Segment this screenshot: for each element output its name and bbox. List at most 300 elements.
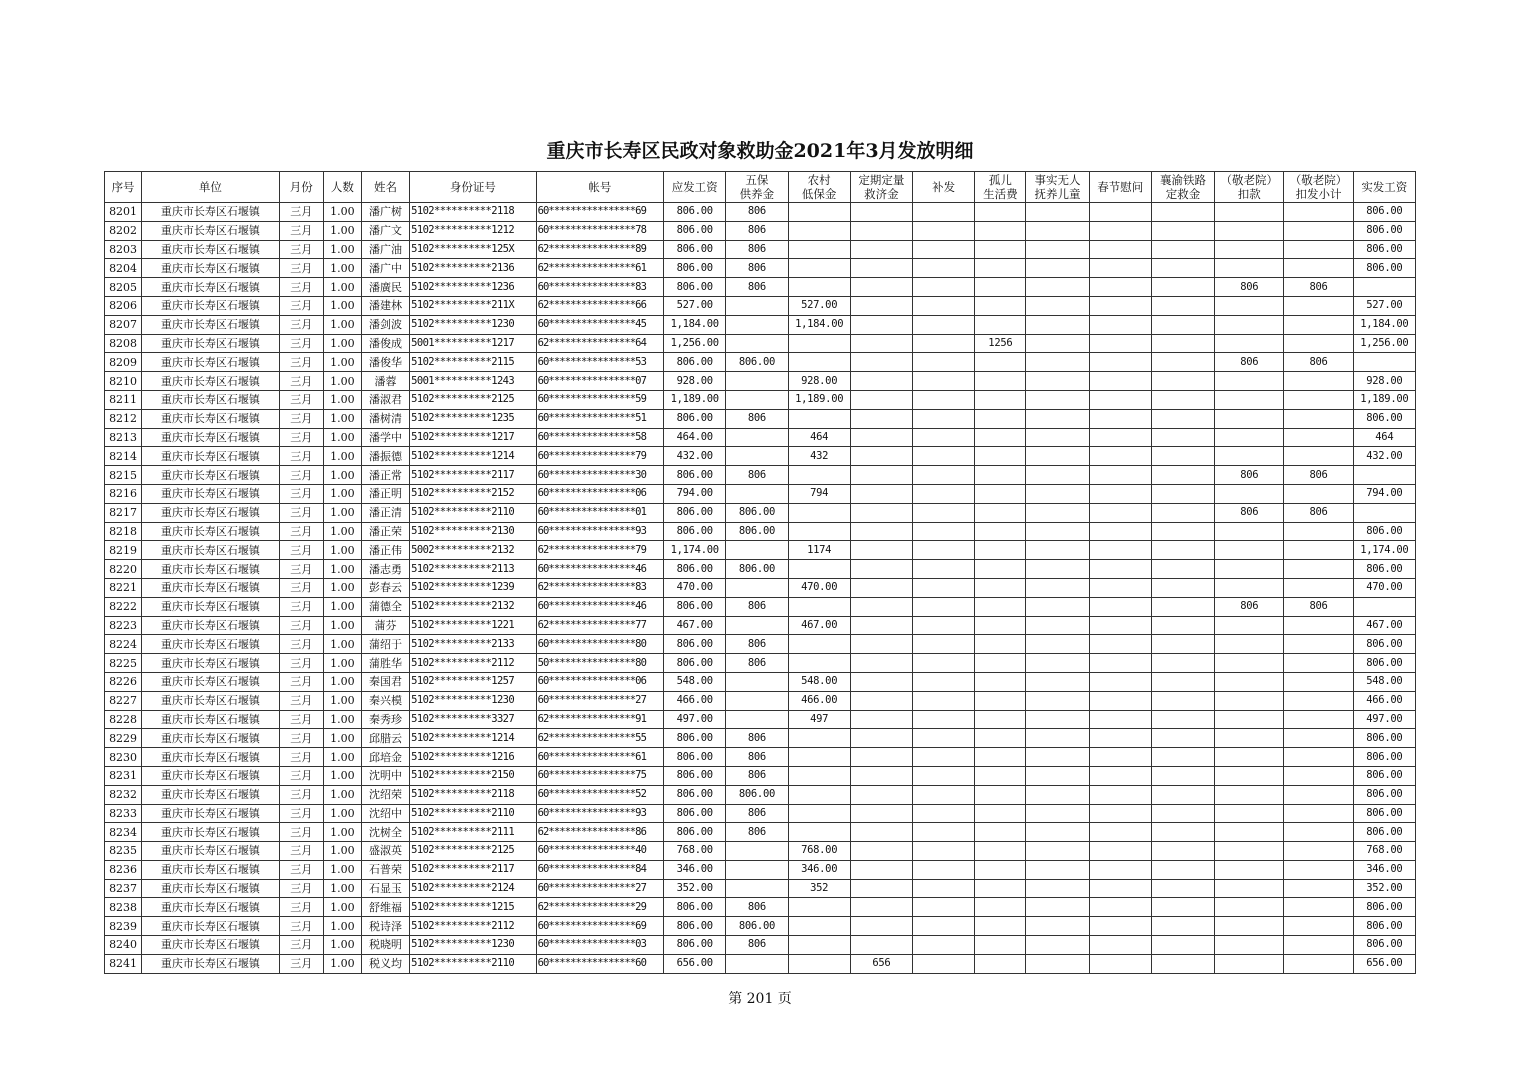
xiangyu-railway-relief-cell [1151, 654, 1214, 673]
xiangyu-railway-relief-cell [1151, 259, 1214, 278]
serial-no-cell: 8220 [105, 560, 142, 579]
headcount-cell: 1.00 [323, 710, 361, 729]
rural-subsistence-cell: 527.00 [788, 296, 850, 315]
name-cell: 石显玉 [361, 879, 409, 898]
net-pay-cell: 806.00 [1353, 654, 1415, 673]
name-cell: 潘剑波 [361, 315, 409, 334]
back-pay-cell [913, 691, 975, 710]
headcount-cell: 1.00 [323, 334, 361, 353]
net-pay-cell: 806.00 [1353, 823, 1415, 842]
name-cell: 秦兴模 [361, 691, 409, 710]
account-number-cell: 60****************69 [536, 203, 663, 222]
month-cell: 三月 [279, 221, 323, 240]
table-row [105, 616, 1416, 635]
name-cell: 潘学中 [361, 428, 409, 447]
unsupported-child-allowance-cell [1026, 578, 1089, 597]
rural-subsistence-cell [788, 240, 850, 259]
unsupported-child-allowance-cell [1026, 203, 1089, 222]
nursing-home-withheld-subtotal-cell [1284, 334, 1353, 353]
name-cell: 沈绍中 [361, 804, 409, 823]
id-number-cell: 5102**********1216 [410, 748, 536, 767]
serial-no-cell: 8224 [105, 635, 142, 654]
xiangyu-railway-relief-cell [1151, 466, 1214, 485]
spring-festival-condolence-cell [1089, 466, 1151, 485]
unsupported-child-allowance-cell [1026, 447, 1089, 466]
unit-cell: 重庆市长寿区石堰镇 [142, 296, 280, 315]
name-cell: 潘树清 [361, 409, 409, 428]
five-guarantee-support-cell: 806 [726, 635, 788, 654]
id-number-cell: 5102**********1239 [410, 578, 536, 597]
name-cell: 蒲芬 [361, 616, 409, 635]
headcount-cell: 1.00 [323, 296, 361, 315]
unsupported-child-allowance-cell [1026, 522, 1089, 541]
back-pay-cell [913, 879, 975, 898]
id-number-cell: 5102**********1212 [410, 221, 536, 240]
gross-pay-cell: 806.00 [664, 466, 726, 485]
spring-festival-condolence-cell [1089, 503, 1151, 522]
account-number-cell: 60****************01 [536, 503, 663, 522]
nursing-home-withheld-subtotal-cell: 806 [1284, 466, 1353, 485]
rural-subsistence-cell: 466.00 [788, 691, 850, 710]
nursing-home-deduction-cell [1215, 804, 1284, 823]
unsupported-child-allowance-cell [1026, 259, 1089, 278]
unit-cell: 重庆市长寿区石堰镇 [142, 278, 280, 297]
orphan-living-allowance-cell [975, 278, 1026, 297]
table-row [105, 466, 1416, 485]
month-cell: 三月 [279, 353, 323, 372]
nursing-home-withheld-subtotal-cell [1284, 541, 1353, 560]
account-number-cell: 62****************55 [536, 729, 663, 748]
xiangyu-railway-relief-cell [1151, 503, 1214, 522]
orphan-living-allowance-cell [975, 879, 1026, 898]
name-cell: 潘建林 [361, 296, 409, 315]
unsupported-child-allowance-cell [1026, 597, 1089, 616]
five-guarantee-support-cell [726, 842, 788, 861]
five-guarantee-support-cell: 806 [726, 748, 788, 767]
back-pay-cell [913, 635, 975, 654]
headcount-cell: 1.00 [323, 954, 361, 973]
serial-no-cell: 8235 [105, 842, 142, 861]
unsupported-child-allowance-cell [1026, 428, 1089, 447]
nursing-home-withheld-subtotal-cell [1284, 729, 1353, 748]
nursing-home-withheld-subtotal-cell [1284, 578, 1353, 597]
unit-cell: 重庆市长寿区石堰镇 [142, 860, 280, 879]
xiangyu-railway-relief-cell [1151, 541, 1214, 560]
headcount-cell: 1.00 [323, 203, 361, 222]
net-pay-cell: 806.00 [1353, 917, 1415, 936]
account-number-cell: 62****************29 [536, 898, 663, 917]
id-number-cell: 5102**********1230 [410, 691, 536, 710]
regular-relief-cell: 656 [850, 954, 912, 973]
account-number-cell: 60****************60 [536, 954, 663, 973]
rural-subsistence-cell [788, 278, 850, 297]
unit-cell: 重庆市长寿区石堰镇 [142, 334, 280, 353]
orphan-living-allowance-cell [975, 353, 1026, 372]
unsupported-child-allowance-cell [1026, 654, 1089, 673]
column-header: 人数 [323, 172, 361, 203]
unit-cell: 重庆市长寿区石堰镇 [142, 560, 280, 579]
serial-no-cell: 8231 [105, 766, 142, 785]
back-pay-cell [913, 842, 975, 861]
unit-cell: 重庆市长寿区石堰镇 [142, 936, 280, 955]
spring-festival-condolence-cell [1089, 823, 1151, 842]
back-pay-cell [913, 578, 975, 597]
spring-festival-condolence-cell [1089, 616, 1151, 635]
serial-no-cell: 8201 [105, 203, 142, 222]
id-number-cell: 5102**********1217 [410, 428, 536, 447]
name-cell: 彭春云 [361, 578, 409, 597]
table-row [105, 560, 1416, 579]
column-header: 孤儿 生活费 [975, 172, 1026, 203]
month-cell: 三月 [279, 748, 323, 767]
column-header: 姓名 [361, 172, 409, 203]
orphan-living-allowance-cell [975, 503, 1026, 522]
serial-no-cell: 8234 [105, 823, 142, 842]
net-pay-cell: 432.00 [1353, 447, 1415, 466]
rural-subsistence-cell [788, 466, 850, 485]
spring-festival-condolence-cell [1089, 748, 1151, 767]
gross-pay-cell: 806.00 [664, 597, 726, 616]
nursing-home-deduction-cell [1215, 729, 1284, 748]
orphan-living-allowance-cell [975, 522, 1026, 541]
month-cell: 三月 [279, 954, 323, 973]
account-number-cell: 60****************52 [536, 785, 663, 804]
table-body [105, 203, 1416, 974]
serial-no-cell: 8241 [105, 954, 142, 973]
relief-payment-table [104, 171, 1416, 974]
month-cell: 三月 [279, 503, 323, 522]
table-row [105, 428, 1416, 447]
headcount-cell: 1.00 [323, 447, 361, 466]
net-pay-cell: 806.00 [1353, 729, 1415, 748]
back-pay-cell [913, 334, 975, 353]
name-cell: 税义均 [361, 954, 409, 973]
nursing-home-withheld-subtotal-cell: 806 [1284, 353, 1353, 372]
orphan-living-allowance-cell [975, 710, 1026, 729]
nursing-home-deduction-cell [1215, 748, 1284, 767]
xiangyu-railway-relief-cell [1151, 203, 1214, 222]
serial-no-cell: 8215 [105, 466, 142, 485]
gross-pay-cell: 806.00 [664, 729, 726, 748]
gross-pay-cell: 806.00 [664, 278, 726, 297]
serial-no-cell: 8206 [105, 296, 142, 315]
nursing-home-withheld-subtotal-cell: 806 [1284, 278, 1353, 297]
orphan-living-allowance-cell [975, 296, 1026, 315]
rural-subsistence-cell: 352 [788, 879, 850, 898]
back-pay-cell [913, 484, 975, 503]
unit-cell: 重庆市长寿区石堰镇 [142, 578, 280, 597]
unit-cell: 重庆市长寿区石堰镇 [142, 710, 280, 729]
back-pay-cell [913, 428, 975, 447]
headcount-cell: 1.00 [323, 428, 361, 447]
nursing-home-withheld-subtotal-cell [1284, 672, 1353, 691]
account-number-cell: 60****************51 [536, 409, 663, 428]
id-number-cell: 5102**********2112 [410, 654, 536, 673]
headcount-cell: 1.00 [323, 879, 361, 898]
table-row [105, 672, 1416, 691]
unit-cell: 重庆市长寿区石堰镇 [142, 917, 280, 936]
five-guarantee-support-cell: 806 [726, 936, 788, 955]
five-guarantee-support-cell [726, 616, 788, 635]
spring-festival-condolence-cell [1089, 447, 1151, 466]
rural-subsistence-cell [788, 748, 850, 767]
nursing-home-withheld-subtotal-cell [1284, 785, 1353, 804]
five-guarantee-support-cell: 806 [726, 409, 788, 428]
account-number-cell: 60****************78 [536, 221, 663, 240]
headcount-cell: 1.00 [323, 240, 361, 259]
nursing-home-deduction-cell [1215, 936, 1284, 955]
orphan-living-allowance-cell [975, 447, 1026, 466]
table-row [105, 503, 1416, 522]
rural-subsistence-cell: 467.00 [788, 616, 850, 635]
back-pay-cell [913, 936, 975, 955]
five-guarantee-support-cell [726, 447, 788, 466]
headcount-cell: 1.00 [323, 353, 361, 372]
net-pay-cell: 806.00 [1353, 409, 1415, 428]
unsupported-child-allowance-cell [1026, 954, 1089, 973]
back-pay-cell [913, 522, 975, 541]
rural-subsistence-cell [788, 729, 850, 748]
rural-subsistence-cell [788, 259, 850, 278]
five-guarantee-support-cell: 806 [726, 466, 788, 485]
table-row [105, 522, 1416, 541]
rural-subsistence-cell: 470.00 [788, 578, 850, 597]
gross-pay-cell: 497.00 [664, 710, 726, 729]
headcount-cell: 1.00 [323, 259, 361, 278]
net-pay-cell: 497.00 [1353, 710, 1415, 729]
account-number-cell: 50****************80 [536, 654, 663, 673]
nursing-home-withheld-subtotal-cell [1284, 428, 1353, 447]
unit-cell: 重庆市长寿区石堰镇 [142, 259, 280, 278]
spring-festival-condolence-cell [1089, 597, 1151, 616]
regular-relief-cell [850, 315, 912, 334]
headcount-cell: 1.00 [323, 635, 361, 654]
five-guarantee-support-cell [726, 428, 788, 447]
xiangyu-railway-relief-cell [1151, 616, 1214, 635]
spring-festival-condolence-cell [1089, 691, 1151, 710]
table-row [105, 860, 1416, 879]
spring-festival-condolence-cell [1089, 635, 1151, 654]
regular-relief-cell [850, 597, 912, 616]
regular-relief-cell [850, 691, 912, 710]
gross-pay-cell: 346.00 [664, 860, 726, 879]
unsupported-child-allowance-cell [1026, 748, 1089, 767]
rural-subsistence-cell: 928.00 [788, 372, 850, 391]
account-number-cell: 62****************83 [536, 578, 663, 597]
orphan-living-allowance-cell [975, 240, 1026, 259]
id-number-cell: 5102**********2130 [410, 522, 536, 541]
gross-pay-cell: 806.00 [664, 766, 726, 785]
five-guarantee-support-cell [726, 691, 788, 710]
xiangyu-railway-relief-cell [1151, 221, 1214, 240]
column-header: （敬老院） 扣发小计 [1284, 172, 1353, 203]
unsupported-child-allowance-cell [1026, 390, 1089, 409]
spring-festival-condolence-cell [1089, 654, 1151, 673]
table-row [105, 334, 1416, 353]
nursing-home-deduction-cell [1215, 823, 1284, 842]
gross-pay-cell: 527.00 [664, 296, 726, 315]
account-number-cell: 60****************27 [536, 691, 663, 710]
gross-pay-cell: 768.00 [664, 842, 726, 861]
id-number-cell: 5102**********1214 [410, 447, 536, 466]
month-cell: 三月 [279, 278, 323, 297]
back-pay-cell [913, 353, 975, 372]
xiangyu-railway-relief-cell [1151, 315, 1214, 334]
serial-no-cell: 8221 [105, 578, 142, 597]
serial-no-cell: 8208 [105, 334, 142, 353]
column-header: 定期定量 救济金 [850, 172, 912, 203]
regular-relief-cell [850, 654, 912, 673]
regular-relief-cell [850, 259, 912, 278]
five-guarantee-support-cell: 806.00 [726, 522, 788, 541]
serial-no-cell: 8218 [105, 522, 142, 541]
nursing-home-withheld-subtotal-cell [1284, 522, 1353, 541]
table-row [105, 654, 1416, 673]
table-row [105, 296, 1416, 315]
id-number-cell: 5102**********2110 [410, 503, 536, 522]
nursing-home-withheld-subtotal-cell [1284, 954, 1353, 973]
month-cell: 三月 [279, 635, 323, 654]
headcount-cell: 1.00 [323, 729, 361, 748]
nursing-home-withheld-subtotal-cell [1284, 409, 1353, 428]
headcount-cell: 1.00 [323, 766, 361, 785]
id-number-cell: 5102**********2110 [410, 954, 536, 973]
unsupported-child-allowance-cell [1026, 221, 1089, 240]
rural-subsistence-cell [788, 654, 850, 673]
nursing-home-withheld-subtotal-cell [1284, 221, 1353, 240]
account-number-cell: 60****************03 [536, 936, 663, 955]
account-number-cell: 60****************80 [536, 635, 663, 654]
gross-pay-cell: 806.00 [664, 785, 726, 804]
headcount-cell: 1.00 [323, 597, 361, 616]
table-row [105, 315, 1416, 334]
account-number-cell: 62****************61 [536, 259, 663, 278]
table-row [105, 879, 1416, 898]
account-number-cell: 60****************40 [536, 842, 663, 861]
xiangyu-railway-relief-cell [1151, 691, 1214, 710]
five-guarantee-support-cell: 806.00 [726, 503, 788, 522]
id-number-cell: 5102**********2125 [410, 842, 536, 861]
rural-subsistence-cell: 497 [788, 710, 850, 729]
column-header: 襄渝铁路 定救金 [1151, 172, 1214, 203]
account-number-cell: 60****************46 [536, 560, 663, 579]
regular-relief-cell [850, 353, 912, 372]
id-number-cell: 5102**********211X [410, 296, 536, 315]
account-number-cell: 60****************53 [536, 353, 663, 372]
unit-cell: 重庆市长寿区石堰镇 [142, 484, 280, 503]
five-guarantee-support-cell [726, 334, 788, 353]
regular-relief-cell [850, 409, 912, 428]
nursing-home-deduction-cell [1215, 428, 1284, 447]
net-pay-cell: 466.00 [1353, 691, 1415, 710]
month-cell: 三月 [279, 823, 323, 842]
rural-subsistence-cell [788, 936, 850, 955]
net-pay-cell: 806.00 [1353, 936, 1415, 955]
orphan-living-allowance-cell [975, 842, 1026, 861]
xiangyu-railway-relief-cell [1151, 278, 1214, 297]
gross-pay-cell: 806.00 [664, 353, 726, 372]
account-number-cell: 60****************07 [536, 372, 663, 391]
back-pay-cell [913, 278, 975, 297]
regular-relief-cell [850, 748, 912, 767]
five-guarantee-support-cell: 806.00 [726, 785, 788, 804]
regular-relief-cell [850, 616, 912, 635]
serial-no-cell: 8236 [105, 860, 142, 879]
xiangyu-railway-relief-cell [1151, 954, 1214, 973]
serial-no-cell: 8225 [105, 654, 142, 673]
net-pay-cell: 806.00 [1353, 560, 1415, 579]
five-guarantee-support-cell: 806 [726, 804, 788, 823]
regular-relief-cell [850, 898, 912, 917]
net-pay-cell: 464 [1353, 428, 1415, 447]
headcount-cell: 1.00 [323, 560, 361, 579]
rural-subsistence-cell: 1,189.00 [788, 390, 850, 409]
account-number-cell: 60****************75 [536, 766, 663, 785]
rural-subsistence-cell: 768.00 [788, 842, 850, 861]
unit-cell: 重庆市长寿区石堰镇 [142, 315, 280, 334]
back-pay-cell [913, 409, 975, 428]
unit-cell: 重庆市长寿区石堰镇 [142, 597, 280, 616]
gross-pay-cell: 1,174.00 [664, 541, 726, 560]
month-cell: 三月 [279, 296, 323, 315]
nursing-home-withheld-subtotal-cell [1284, 879, 1353, 898]
net-pay-cell [1353, 278, 1415, 297]
column-header: 事实无人 抚养儿童 [1026, 172, 1089, 203]
nursing-home-withheld-subtotal-cell [1284, 917, 1353, 936]
serial-no-cell: 8203 [105, 240, 142, 259]
net-pay-cell: 768.00 [1353, 842, 1415, 861]
account-number-cell: 60****************06 [536, 672, 663, 691]
rural-subsistence-cell [788, 522, 850, 541]
spring-festival-condolence-cell [1089, 334, 1151, 353]
table-row [105, 240, 1416, 259]
xiangyu-railway-relief-cell [1151, 240, 1214, 259]
spring-festival-condolence-cell [1089, 522, 1151, 541]
name-cell: 潘俊成 [361, 334, 409, 353]
five-guarantee-support-cell: 806 [726, 240, 788, 259]
net-pay-cell: 806.00 [1353, 635, 1415, 654]
back-pay-cell [913, 466, 975, 485]
spring-festival-condolence-cell [1089, 842, 1151, 861]
net-pay-cell: 470.00 [1353, 578, 1415, 597]
month-cell: 三月 [279, 466, 323, 485]
serial-no-cell: 8212 [105, 409, 142, 428]
id-number-cell: 5102**********2124 [410, 879, 536, 898]
nursing-home-deduction-cell [1215, 522, 1284, 541]
unit-cell: 重庆市长寿区石堰镇 [142, 466, 280, 485]
gross-pay-cell: 806.00 [664, 898, 726, 917]
column-header: 补发 [913, 172, 975, 203]
account-number-cell: 62****************77 [536, 616, 663, 635]
month-cell: 三月 [279, 785, 323, 804]
regular-relief-cell [850, 936, 912, 955]
xiangyu-railway-relief-cell [1151, 729, 1214, 748]
name-cell: 潘正伟 [361, 541, 409, 560]
net-pay-cell: 352.00 [1353, 879, 1415, 898]
xiangyu-railway-relief-cell [1151, 842, 1214, 861]
orphan-living-allowance-cell [975, 390, 1026, 409]
unsupported-child-allowance-cell [1026, 691, 1089, 710]
month-cell: 三月 [279, 860, 323, 879]
rural-subsistence-cell [788, 917, 850, 936]
spring-festival-condolence-cell [1089, 917, 1151, 936]
unit-cell: 重庆市长寿区石堰镇 [142, 522, 280, 541]
nursing-home-deduction-cell [1215, 766, 1284, 785]
unsupported-child-allowance-cell [1026, 842, 1089, 861]
xiangyu-railway-relief-cell [1151, 447, 1214, 466]
orphan-living-allowance-cell [975, 221, 1026, 240]
nursing-home-deduction-cell [1215, 484, 1284, 503]
